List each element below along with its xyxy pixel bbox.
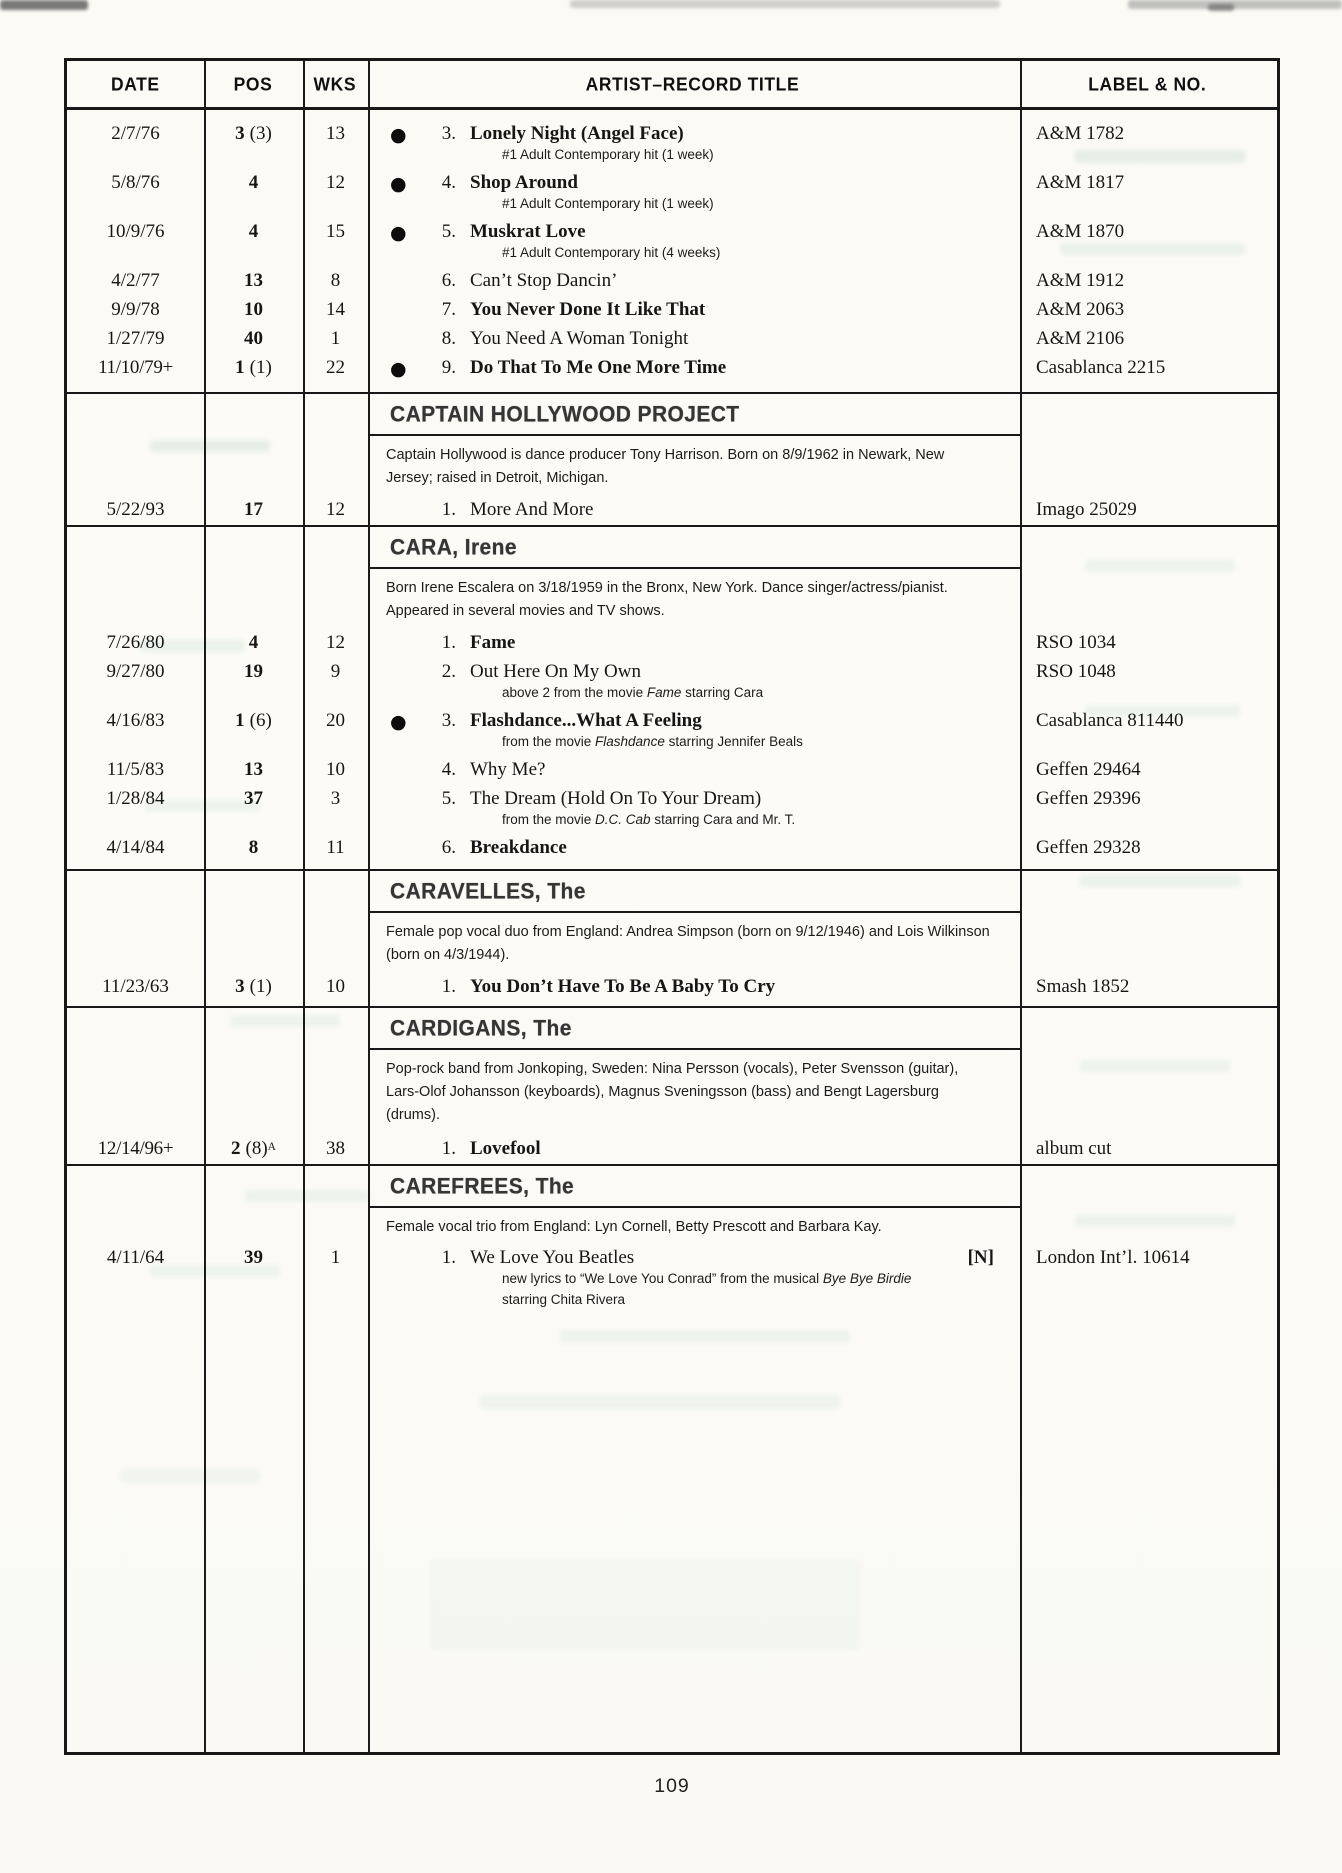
record-label: A&M 1782	[1036, 123, 1125, 144]
weeks-charted: 3	[330, 787, 341, 809]
chart-note-text: Flashdance	[595, 733, 665, 749]
peak-position-number: 3	[235, 975, 245, 997]
peak-position	[204, 629, 303, 657]
chart-note-text: Bye Bye Birdie	[822, 1271, 912, 1287]
song-title: Fame	[470, 631, 516, 653]
song-title-cell	[368, 658, 1020, 686]
song-title: Can’t Stop Dancin’	[470, 270, 618, 291]
artist-name: CARA, Irene	[390, 535, 517, 560]
peak-position	[204, 973, 303, 1001]
debut-date: 1/27/79	[106, 328, 165, 349]
record-label: RSO 1034	[1036, 631, 1116, 653]
song-title-cell	[368, 296, 1020, 324]
song-number: 6.	[441, 836, 456, 858]
chart-entry-row	[67, 354, 1277, 382]
song-number: 4.	[441, 172, 456, 193]
peak-position-number: 13	[244, 270, 263, 291]
weeks-charted: 15	[326, 221, 345, 242]
artist-header	[368, 527, 1020, 569]
chart-entry-row	[67, 1133, 1277, 1163]
table-body	[67, 110, 1277, 1752]
chart-note-text: starring Jennifer Beals	[664, 733, 803, 749]
entry-main-line	[67, 325, 1277, 353]
table-header-wks: WKS	[313, 72, 357, 95]
weeks-charted: 38	[326, 1137, 345, 1159]
chart-entry-row	[67, 834, 1277, 862]
peak-position	[204, 1133, 303, 1163]
weeks-charted: 20	[326, 709, 345, 731]
debut-date: 4/11/64	[106, 1247, 165, 1269]
peak-position-number: 3	[235, 123, 245, 144]
peak-position-number: 10	[244, 299, 263, 320]
chart-note	[502, 1269, 1277, 1289]
peak-position-number: 1	[235, 357, 245, 378]
chart-note	[502, 683, 1277, 703]
chart-entry-row	[67, 325, 1277, 353]
peak-position	[204, 120, 303, 148]
song-title: Breakdance	[470, 836, 567, 858]
artist-section	[67, 869, 1277, 1006]
peak-position	[204, 496, 303, 524]
peak-position	[204, 834, 303, 862]
song-title: Do That To Me One More Time	[470, 357, 727, 378]
peak-position	[204, 1244, 303, 1272]
entry-main-line	[67, 354, 1277, 382]
chart-entry-row	[67, 120, 1277, 165]
chart-note	[502, 194, 1277, 214]
weeks-charted: 8	[330, 270, 341, 291]
debut-date: 4/14/84	[106, 836, 165, 858]
artist-header	[368, 394, 1020, 436]
entry-main-line	[67, 629, 1277, 657]
song-number: 5.	[441, 787, 456, 809]
peak-position	[204, 218, 303, 246]
column-divider-line	[303, 61, 305, 1752]
entry-main-line	[67, 785, 1277, 813]
weeks-charted: 22	[326, 357, 345, 378]
record-label: Casablanca 2215	[1036, 357, 1166, 378]
song-title-cell	[368, 169, 1020, 197]
debut-date: 4/16/83	[106, 709, 165, 731]
gold-record-icon: ●	[390, 124, 407, 146]
artist-header	[368, 1008, 1020, 1050]
song-title: We Love You Beatles	[470, 1247, 635, 1269]
chart-note-text: from the movie	[502, 811, 596, 827]
record-label: London Int’l. 10614	[1036, 1247, 1190, 1269]
weeks-at-peak: (1)	[249, 975, 272, 997]
song-flag: [N]	[967, 1247, 994, 1269]
song-number: 1.	[441, 1137, 456, 1159]
artist-header	[368, 1166, 1020, 1208]
peak-position	[204, 354, 303, 382]
weeks-charted: 13	[326, 123, 345, 144]
debut-date: 7/26/80	[106, 631, 165, 653]
artist-name: CAREFREES, The	[390, 1173, 575, 1199]
song-number: 9.	[441, 357, 456, 378]
chart-entry-row	[67, 218, 1277, 263]
song-title-cell	[368, 707, 1020, 735]
peak-position	[204, 267, 303, 295]
peak-position-number: 40	[244, 328, 263, 349]
artist-section	[67, 1006, 1277, 1164]
peak-position	[204, 658, 303, 686]
peak-position-number: 39	[244, 1247, 263, 1269]
debut-date: 1/28/84	[106, 787, 165, 809]
chart-entry-row	[67, 785, 1277, 830]
entry-main-line	[67, 1133, 1277, 1163]
song-number: 1.	[441, 631, 456, 653]
song-number: 1.	[441, 1247, 456, 1269]
chart-note	[502, 243, 1277, 263]
chart-note	[502, 732, 1277, 752]
peak-position	[204, 325, 303, 353]
song-title-cell	[368, 354, 1020, 382]
chart-note-text: starring Cara and Mr. T.	[650, 811, 796, 827]
entry-main-line	[67, 1244, 1277, 1272]
debut-date: 2/7/76	[111, 123, 160, 144]
gold-record-icon: ●	[390, 222, 407, 244]
artist-name: CARDIGANS, The	[390, 1016, 572, 1041]
entry-main-line	[67, 296, 1277, 324]
artist-bio: Female pop vocal duo from England: Andrea Simpson (born on 9/12/1946) and Lois Wilkinson (born on 4/3/1944).	[386, 923, 990, 963]
record-label: Geffen 29396	[1036, 787, 1141, 809]
record-label: Casablanca 811440	[1036, 709, 1184, 731]
debut-date: 11/23/63	[102, 975, 169, 997]
scan-smudge	[1128, 0, 1342, 9]
weeks-charted: 12	[326, 631, 345, 653]
song-number: 4.	[441, 758, 456, 780]
chart-note-text: #1 Adult Contemporary hit (4 weeks)	[502, 245, 721, 260]
record-label: album cut	[1036, 1137, 1112, 1159]
chart-note	[502, 1290, 1277, 1310]
song-title: Muskrat Love	[470, 221, 586, 242]
song-number: 1.	[441, 498, 456, 520]
peak-position-number: 4	[248, 221, 259, 242]
chart-note-text: D.C. Cab	[595, 811, 651, 827]
artist-section	[67, 525, 1277, 869]
chart-note-text: #1 Adult Contemporary hit (1 week)	[502, 147, 714, 162]
song-title-cell	[368, 267, 1020, 295]
scan-smudge	[0, 0, 88, 10]
gold-record-icon: ●	[390, 358, 407, 380]
record-label: RSO 1048	[1036, 660, 1116, 682]
chart-entry-row	[67, 496, 1277, 524]
peak-position-number: 37	[244, 787, 263, 809]
entry-main-line	[67, 120, 1277, 148]
record-label: A&M 2106	[1036, 328, 1125, 349]
song-number: 2.	[441, 660, 456, 682]
artist-name: CAPTAIN HOLLYWOOD PROJECT	[390, 402, 740, 427]
weeks-at-peak: (1)	[249, 357, 272, 378]
chart-note-text: Fame	[646, 684, 682, 700]
chart-entry-row	[67, 169, 1277, 214]
chart-entry-row	[67, 629, 1277, 657]
song-title: You Need A Woman Tonight	[470, 328, 689, 349]
weeks-charted: 12	[326, 172, 345, 193]
debut-date: 11/5/83	[106, 758, 165, 780]
chart-note-text: starring Chita Rivera	[502, 1292, 626, 1308]
page-number: 109	[654, 1775, 690, 1797]
chart-entry-row	[67, 658, 1277, 703]
debut-date: 9/9/78	[111, 299, 160, 320]
artist-header	[368, 871, 1020, 913]
peak-position-number: 13	[244, 758, 263, 780]
song-title: Out Here On My Own	[470, 660, 641, 682]
artist-bio: Pop-rock band from Jonkoping, Sweden: Nina Persson (vocals), Peter Svensson (guitar), Lars-Olof Johansson (keyboards), Magnus Sveningsson (bass) and Bengt Lagersburg (drums).	[386, 1060, 959, 1123]
song-title-cell	[368, 785, 1020, 813]
song-number: 8.	[441, 328, 456, 349]
song-title: Why Me?	[470, 758, 546, 780]
chart-note	[502, 810, 1277, 830]
record-label: A&M 1912	[1036, 270, 1125, 291]
column-divider-line	[204, 61, 206, 1752]
song-number: 5.	[441, 221, 456, 242]
song-title: Lovefool	[470, 1137, 541, 1159]
gold-record-icon: ●	[390, 710, 407, 733]
chart-note-text: from the movie	[502, 733, 596, 749]
entry-main-line	[67, 756, 1277, 784]
peak-position-number: 8	[248, 836, 259, 858]
song-title-cell	[368, 120, 1020, 148]
peak-position-number: 4	[248, 172, 259, 193]
song-title: Lonely Night (Angel Face)	[470, 123, 684, 144]
record-label: A&M 1870	[1036, 221, 1125, 242]
song-title-cell	[368, 1244, 1020, 1272]
peak-position	[204, 785, 303, 813]
song-title-cell	[368, 218, 1020, 246]
peak-position-number: 2	[231, 1137, 241, 1159]
scan-smudge	[570, 0, 1000, 8]
table-header-label: LABEL & NO.	[1088, 72, 1207, 95]
chart-note-text: #1 Adult Contemporary hit (1 week)	[502, 196, 714, 211]
entry-main-line	[67, 218, 1277, 246]
song-number: 7.	[441, 299, 456, 320]
song-title-cell	[368, 834, 1020, 862]
chart-note	[502, 145, 1277, 165]
weeks-charted: 10	[326, 758, 345, 780]
scan-smudge	[1208, 4, 1234, 11]
song-title: More And More	[470, 498, 594, 520]
record-label: Imago 25029	[1036, 498, 1137, 520]
song-title: You Don’t Have To Be A Baby To Cry	[470, 975, 776, 997]
chart-entry-row	[67, 973, 1277, 1001]
debut-date: 11/10/79+	[98, 357, 173, 378]
weeks-charted: 12	[326, 498, 345, 520]
table-header-date: DATE	[110, 72, 160, 95]
song-title-cell	[368, 756, 1020, 784]
entry-main-line	[67, 267, 1277, 295]
debut-date: 10/9/76	[106, 221, 165, 242]
entry-main-line	[67, 973, 1277, 1001]
song-number: 1.	[441, 975, 456, 997]
chart-note-text: new lyrics to “We Love You Conrad” from the musical	[502, 1271, 823, 1287]
record-label: Smash 1852	[1036, 975, 1130, 997]
chart-entry-row	[67, 1244, 1277, 1310]
song-title-cell	[368, 496, 1020, 524]
song-title-cell	[368, 629, 1020, 657]
record-label: Geffen 29328	[1036, 836, 1141, 858]
song-title-cell	[368, 325, 1020, 353]
chart-table	[64, 58, 1280, 1755]
song-number: 3.	[441, 123, 456, 144]
weeks-charted: 10	[326, 975, 345, 997]
artist-section	[67, 1164, 1277, 1752]
peak-position-number: 1	[235, 709, 245, 731]
song-title-cell	[368, 1135, 1020, 1163]
entry-main-line	[67, 834, 1277, 862]
artist-bio: Born Irene Escalera on 3/18/1959 in the Bronx, New York. Dance singer/actress/pianist. Appeared in several movies and TV shows.	[386, 579, 948, 619]
peak-position	[204, 707, 303, 735]
artist-name: CARAVELLES, The	[390, 879, 586, 904]
table-header-title: ARTIST–RECORD TITLE	[585, 72, 800, 95]
peak-position	[204, 756, 303, 784]
weeks-charted: 11	[326, 836, 345, 858]
peak-position	[204, 296, 303, 324]
column-divider-line	[1020, 61, 1022, 1752]
chart-note-text: above 2 from the movie	[502, 684, 647, 700]
entry-main-line	[67, 658, 1277, 686]
debut-date: 9/27/80	[106, 660, 165, 682]
peak-position-number: 17	[244, 498, 263, 520]
peak-position-number: 4	[248, 631, 259, 653]
chart-note-text: starring Cara	[681, 684, 764, 700]
song-title: Flashdance...What A Feeling	[470, 709, 702, 731]
weeks-charted: 9	[330, 660, 341, 682]
weeks-at-peak: (3)	[249, 123, 272, 144]
artist-bio: Female vocal trio from England: Lyn Cornell, Betty Prescott and Barbara Kay.	[386, 1218, 882, 1235]
debut-date: 4/2/77	[111, 270, 160, 291]
record-label: Geffen 29464	[1036, 758, 1141, 780]
gold-record-icon: ●	[390, 173, 407, 195]
peak-position-superscript: A	[267, 1140, 276, 1153]
debut-date: 12/14/96+	[97, 1137, 174, 1159]
entry-main-line	[67, 707, 1277, 735]
chart-entry-row	[67, 756, 1277, 784]
debut-date: 5/22/93	[106, 498, 165, 520]
table-header-row	[67, 61, 1277, 110]
column-divider-line	[368, 61, 370, 1752]
weeks-at-peak: (8)	[245, 1137, 268, 1159]
weeks-charted: 1	[330, 328, 341, 349]
song-title: Shop Around	[470, 172, 578, 193]
song-title: The Dream (Hold On To Your Dream)	[470, 787, 762, 809]
song-title-cell	[368, 973, 1020, 1001]
artist-section	[67, 392, 1277, 525]
song-number: 6.	[441, 270, 456, 291]
weeks-charted: 14	[326, 299, 345, 320]
entry-main-line	[67, 496, 1277, 524]
table-header-pos: POS	[233, 72, 273, 95]
weeks-charted: 1	[330, 1247, 341, 1269]
record-label: A&M 2063	[1036, 299, 1125, 320]
debut-date: 5/8/76	[111, 172, 160, 193]
peak-position	[204, 169, 303, 197]
record-label: A&M 1817	[1036, 172, 1125, 193]
entry-main-line	[67, 169, 1277, 197]
chart-entry-row	[67, 707, 1277, 752]
weeks-at-peak: (6)	[249, 709, 272, 731]
peak-position-number: 19	[244, 660, 263, 682]
song-title: You Never Done It Like That	[470, 299, 706, 320]
chart-entry-row	[67, 267, 1277, 295]
song-number: 3.	[441, 709, 456, 731]
chart-entry-row	[67, 296, 1277, 324]
artist-section	[67, 110, 1277, 392]
artist-bio: Captain Hollywood is dance producer Tony Harrison. Born on 8/9/1962 in Newark, New Jersey; raised in Detroit, Michigan.	[386, 447, 945, 486]
